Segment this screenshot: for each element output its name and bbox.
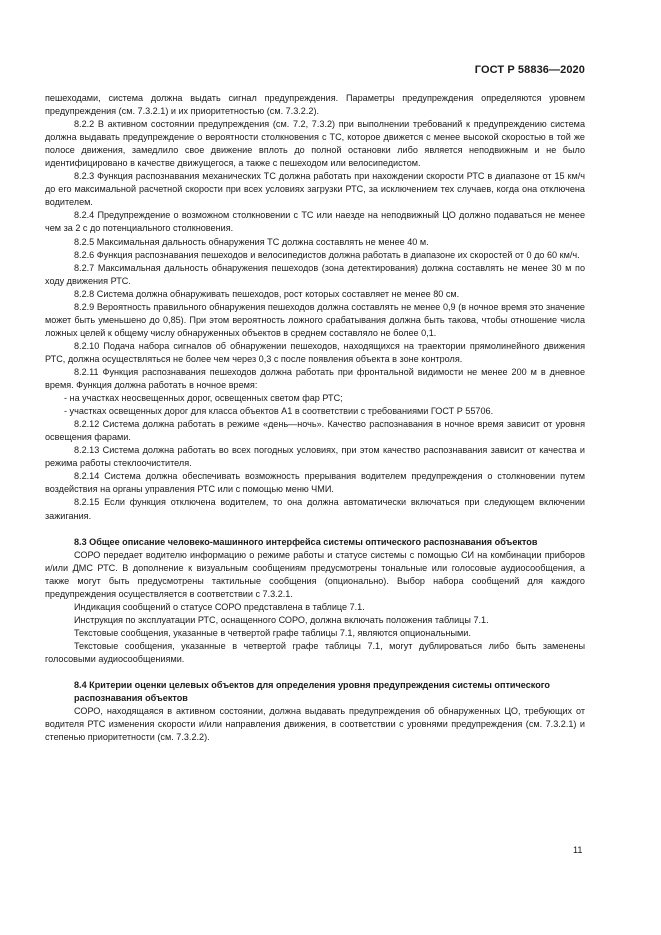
paragraph: 8.2.12 Система должна работать в режиме «день—ночь». Качество распознавания в ночное время зависит от уровня освещения фарами. [45, 419, 585, 443]
paragraph: 8.2.14 Система должна обеспечивать возможность прерывания водителем предупреждения о столкновении путем воздействия на органы управления РТС или с помощью меню ЧМИ. [45, 471, 585, 495]
document-body [45, 92, 585, 744]
paragraph: 8.2.9 Вероятность правильного обнаружения пешеходов должна составлять не менее 0,9 (в ночное время это значение может быть уменьшено до 0,85). При этом вероятность ложного срабатывания должна быть такова, чтобы отношение числа ложных целей к общему числу обнаруженных объектов в среднем составляло не более 0,1. [45, 301, 585, 338]
paragraph: 8.2.4 Предупреждение о возможном столкновении с ТС или наезде на неподвижный ЦО должно подаваться не менее чем за 2 с до потенциального столкновения. [45, 210, 585, 234]
paragraph: СОРО передает водителю информацию о режиме работы и статусе системы с помощью СИ на комбинации приборов и/или ДМС РТС. В дополнение к визуальным сообщениям предусмотрены тональные или голосовые аудиосообщения, а также могут быть предусмотрены тактильные сообщения (опционально). Выбор набора сообщений для каждого предупреждения осуществляется в соответствии с 7.3.2.1. [45, 549, 585, 599]
paragraph: 8.2.7 Максимальная дальность обнаружения пешеходов (зона детектирования) должна составлять не менее 30 м по ходу движения РТС. [45, 262, 585, 286]
standard-designation: ГОСТ Р 58836—2020 [474, 64, 585, 76]
list-item: - на участках неосвещенных дорог, освещенных светом фар РТС; [64, 393, 343, 404]
paragraph: 8.2.10 Подача набора сигналов об обнаружении пешеходов, находящихся на траектории прямолинейного движения РТС, должна осуществляться не более чем через 0,3 с после появления объекта в зоне контроля. [45, 340, 585, 364]
section-gap [45, 523, 585, 536]
paragraph: 8.2.2 В активном состоянии предупреждения (см. 7.2, 7.3.2) при выполнении требований к предупреждению система должна выдавать предупреждение о вероятности столкновения с ТС, которое движется с менее высокой скоростью в той же полосе движения, замедлило свое движение вплоть до полной остановки либо является неподвижным и не было идентифицировано в качестве движущегося, а также с пешеходом или велосипедистом. [45, 119, 585, 169]
section-gap [45, 666, 585, 679]
paragraph: Текстовые сообщения, указанные в четвертой графе таблицы 7.1, могут дублироваться либо быть заменены голосовыми аудиосообщениями. [45, 640, 585, 664]
paragraph: Индикация сообщений о статусе СОРО представлена в таблице 7.1. [74, 601, 365, 612]
paragraph: Текстовые сообщения, указанные в четвертой графе таблицы 7.1, являются опциональными. [74, 627, 471, 638]
paragraph: 8.2.15 Если функция отключена водителем, то она должна автоматически включаться при следующем включении зажигания. [45, 497, 585, 521]
page-number: 11 [573, 845, 583, 855]
paragraph: пешеходами, система должна выдать сигнал предупреждения. Параметры предупреждения определяются уровнем предупреждения (см. 7.3.2.1) и их приоритетностью (см. 7.3.2.2). [45, 93, 585, 117]
paragraph: 8.2.11 Функция распознавания пешеходов должна работать при фронтальной видимости не менее 200 м в дневное время. Функция должна работать в ночное время: [45, 366, 585, 391]
section-heading: 8.4 Критерии оценки целевых объектов для определения уровня предупреждения системы оптического распознавания объектов [74, 680, 550, 704]
paragraph: 8.2.6 Функция распознавания пешеходов и велосипедистов должна работать в диапазоне их скоростей от 0 до 60 км/ч. [74, 249, 580, 260]
list-item: - участках освещенных дорог для класса объектов А1 в соответствии с требованиями ГОСТ Р 55706. [64, 406, 494, 417]
paragraph: 8.2.13 Система должна работать во всех погодных условиях, при этом качество распознавания зависит от качества и режима работы стеклоочистителя. [45, 445, 585, 469]
paragraph: Инструкция по эксплуатации РТС, оснащенного СОРО, должна включать положения таблицы 7.1. [74, 614, 489, 625]
section-heading: 8.3 Общее описание человеко-машинного интерфейса системы оптического распознавания объектов [74, 536, 538, 547]
paragraph: 8.2.3 Функция распознавания механических ТС должна работать при нахождении скорости РТС в диапазоне от 15 км/ч до его максимальной расчетной скорости при всех условиях загрузки РТС, за исключением тех случаев, когда она отключена водителем. [45, 171, 585, 208]
paragraph: СОРО, находящаяся в активном состоянии, должна выдавать предупреждения об обнаруженных ЦО, требующих от водителя РТС изменения скорости и/или направления движения, в соответствии с уровнями предупреждения (см. 7.3.2.1) и степенью приоритетности (см. 7.3.2.2). [45, 706, 585, 743]
paragraph: 8.2.8 Система должна обнаруживать пешеходов, рост которых составляет не менее 80 см. [74, 288, 460, 299]
paragraph: 8.2.5 Максимальная дальность обнаружения ТС должна составлять не менее 40 м. [74, 236, 429, 247]
